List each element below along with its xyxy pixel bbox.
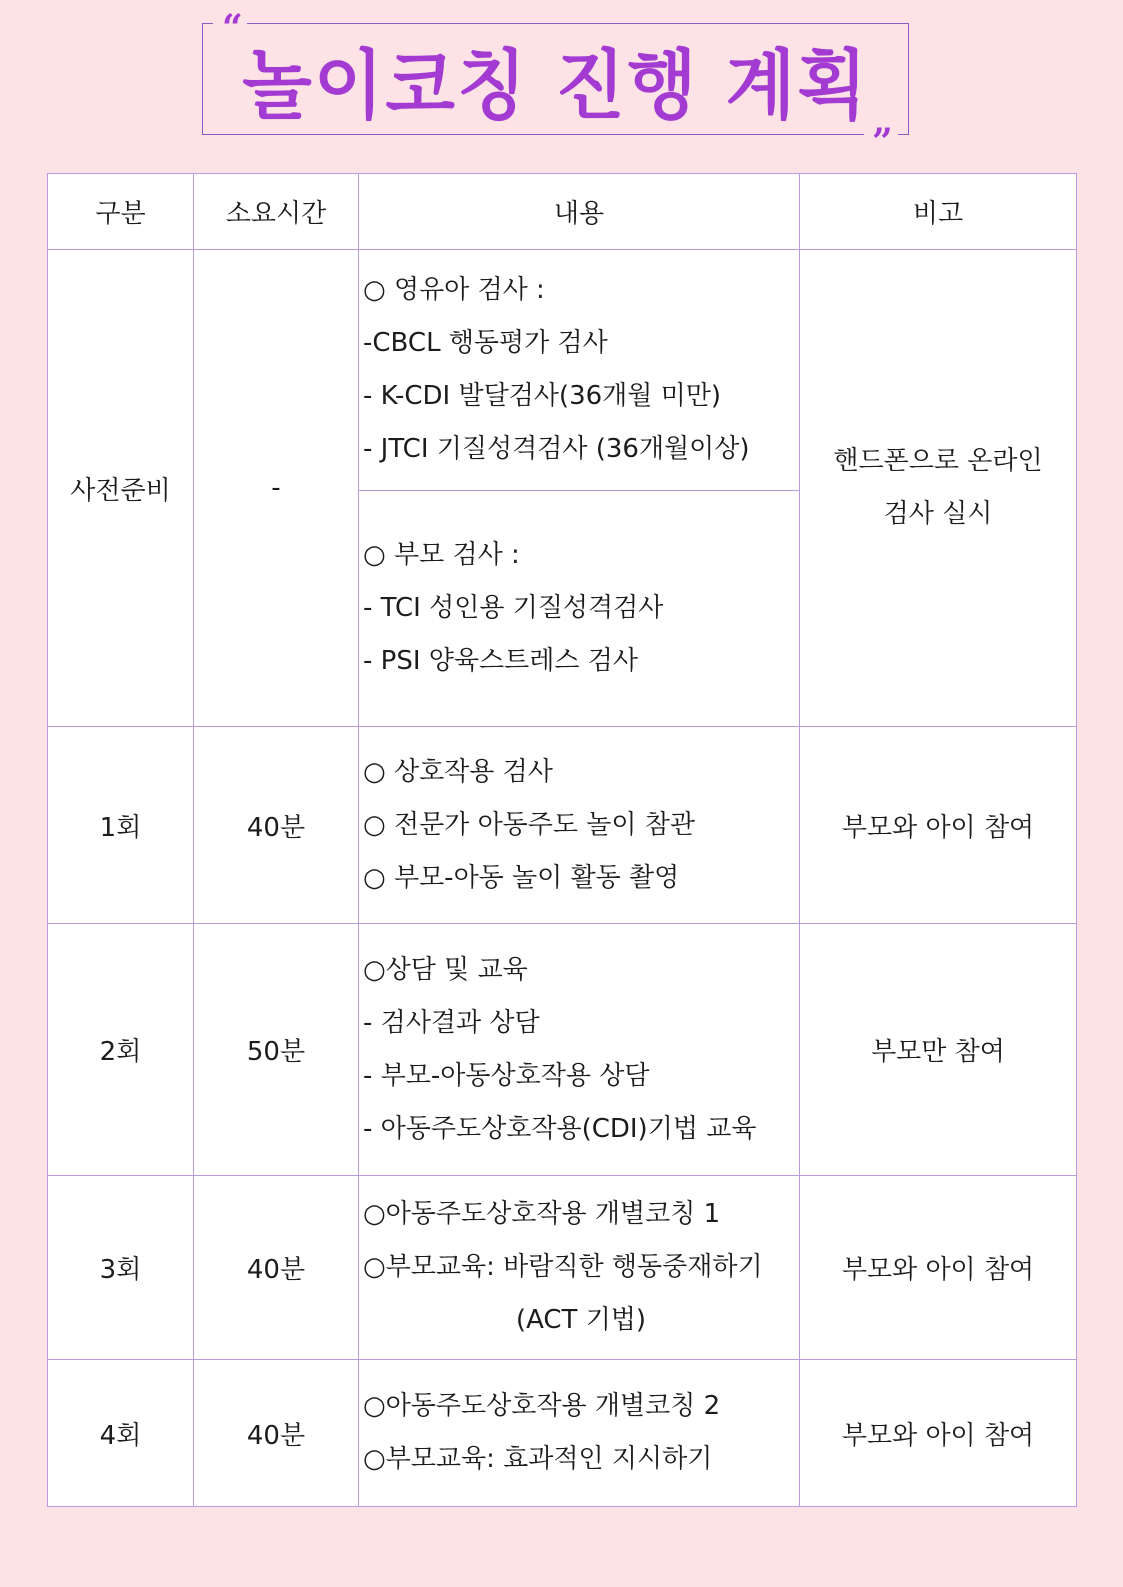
content-line: - 부모-아동상호작용 상담 xyxy=(363,1060,650,1091)
row-content xyxy=(359,924,800,1176)
row-note: 부모와 아이 참여 xyxy=(800,1360,1077,1507)
content-line: -CBCL 행동평가 검사 xyxy=(363,328,608,358)
header-content: 내용 xyxy=(359,174,800,250)
table-row xyxy=(48,1360,1077,1507)
row-time: 40분 xyxy=(194,727,359,924)
content-line: (ACT 기법) xyxy=(515,1305,647,1335)
row-category: 4회 xyxy=(48,1360,194,1507)
content-line: ○부모교육: 효과적인 지시하기 xyxy=(363,1444,713,1474)
table-row xyxy=(48,1176,1077,1360)
table-row xyxy=(48,250,1077,491)
content-line: ○ 부모-아동 놀이 활동 촬영 xyxy=(363,862,680,893)
close-quote-icon: ” xyxy=(872,121,893,163)
header-row xyxy=(48,174,1077,250)
open-quote-icon: “ xyxy=(222,7,243,49)
note-line: 핸드폰으로 온라인 xyxy=(833,446,1043,476)
content-line: - K-CDI 발달검사(36개월 미만) xyxy=(363,381,722,411)
row-content xyxy=(359,1176,800,1360)
row-note: 부모만 참여 xyxy=(800,924,1077,1176)
row-category: 사전준비 xyxy=(48,250,194,727)
note-line: 검사 실시 xyxy=(883,499,993,529)
row-content xyxy=(359,727,800,924)
child-test-content xyxy=(359,250,800,491)
content-line: ○상담 및 교육 xyxy=(363,954,528,985)
header-note: 비고 xyxy=(800,174,1077,250)
content-line: ○ 전문가 아동주도 놀이 참관 xyxy=(363,809,696,840)
header-category: 구분 xyxy=(48,174,194,250)
content-line: ○ 부모 검사 : xyxy=(363,540,520,570)
table-row xyxy=(48,727,1077,924)
header-time: 소요시간 xyxy=(194,174,359,250)
page-title: 놀이코칭 진행 계획 xyxy=(242,41,869,130)
row-content xyxy=(359,1360,800,1507)
row-note xyxy=(800,250,1077,727)
content-line: ○아동주도상호작용 개별코칭 2 xyxy=(363,1391,721,1421)
row-time: - xyxy=(194,250,359,727)
row-note: 부모와 아이 참여 xyxy=(800,1176,1077,1360)
content-line: - TCI 성인용 기질성격검사 xyxy=(363,593,664,623)
row-category: 1회 xyxy=(48,727,194,924)
content-line: ○부모교육: 바람직한 행동중재하기 xyxy=(363,1252,763,1282)
plan-table xyxy=(47,173,1077,1507)
row-note: 부모와 아이 참여 xyxy=(800,727,1077,924)
row-time: 50분 xyxy=(194,924,359,1176)
content-line: ○ 상호작용 검사 xyxy=(363,756,553,787)
row-category: 3회 xyxy=(48,1176,194,1360)
row-category: 2회 xyxy=(48,924,194,1176)
row-time: 40분 xyxy=(194,1360,359,1507)
row-time: 40분 xyxy=(194,1176,359,1360)
content-line: ○ 영유아 검사 : xyxy=(363,275,545,305)
content-line: - PSI 양육스트레스 검사 xyxy=(363,646,638,676)
content-line: - 검사결과 상담 xyxy=(363,1007,540,1038)
content-line: - JTCI 기질성격검사 (36개월이상) xyxy=(363,434,750,464)
content-line: ○아동주도상호작용 개별코칭 1 xyxy=(363,1199,721,1229)
table-row xyxy=(48,924,1077,1176)
content-line: - 아동주도상호작용(CDI)기법 교육 xyxy=(363,1113,757,1144)
parent-test-content xyxy=(359,491,800,727)
